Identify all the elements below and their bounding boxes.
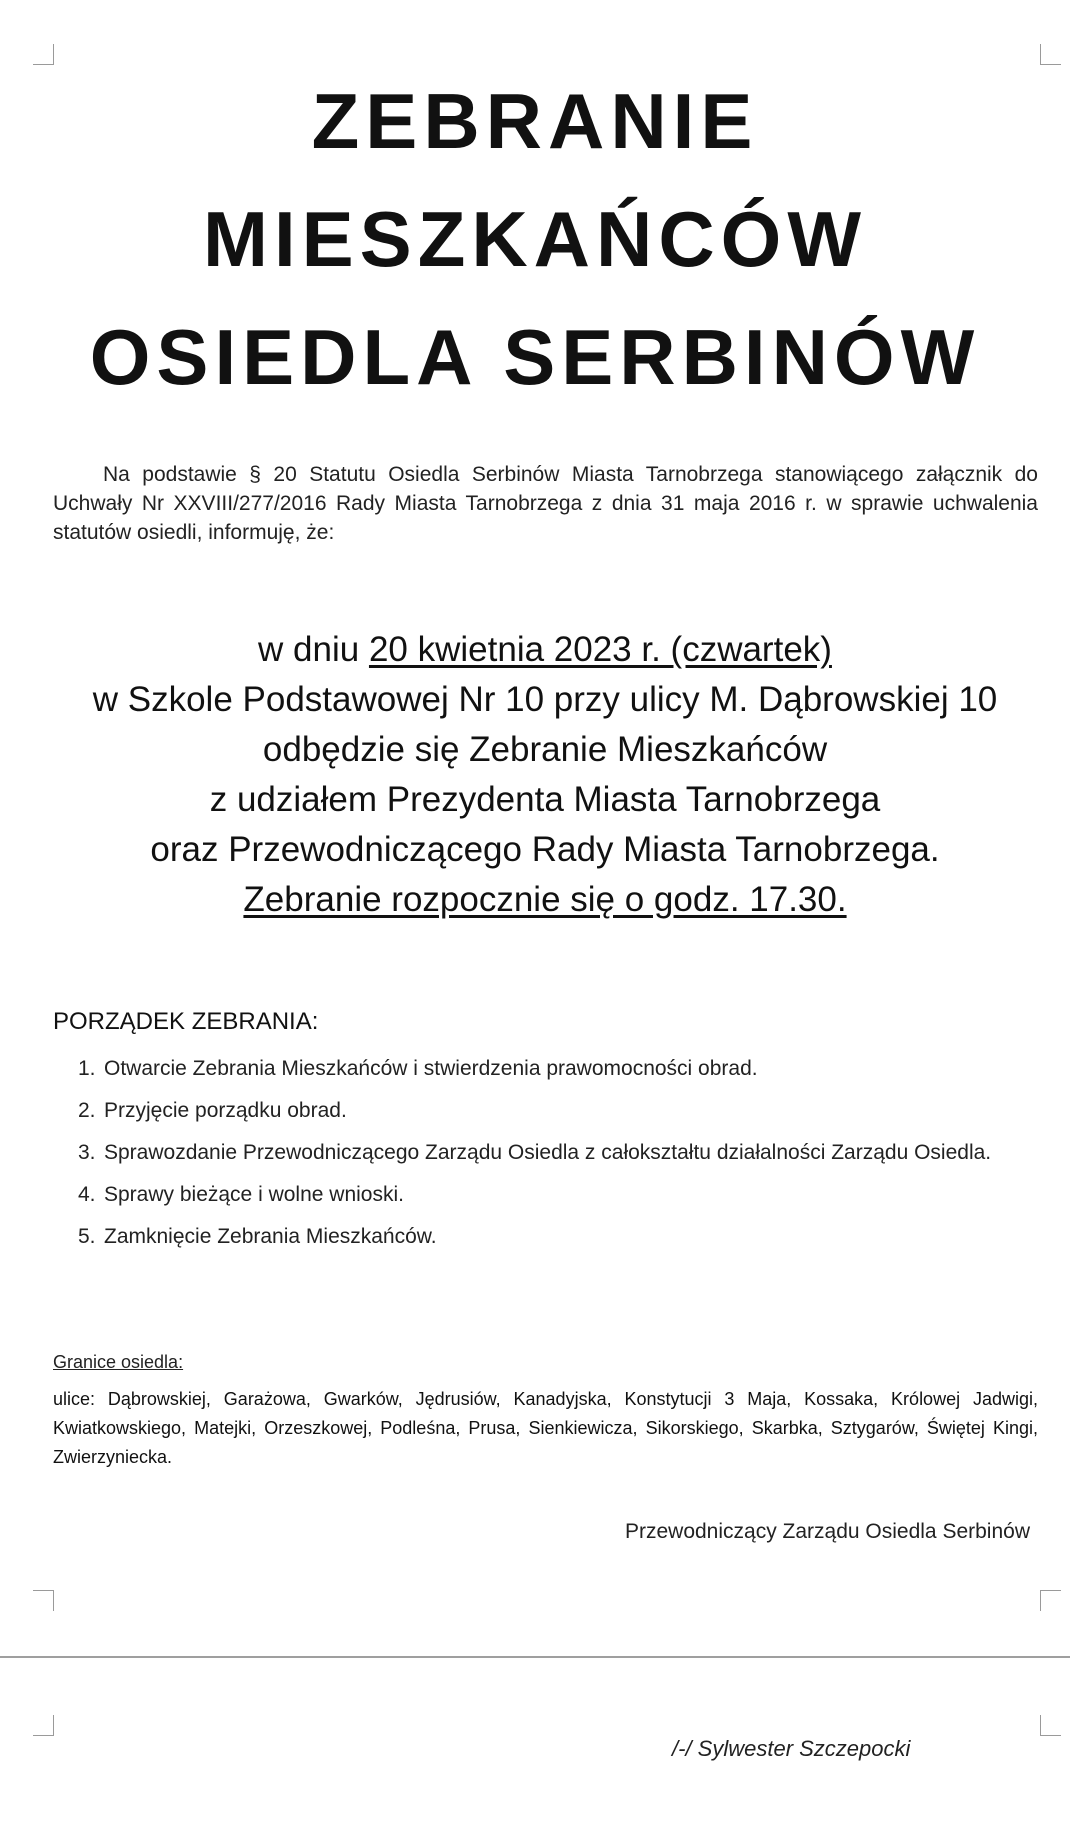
agenda-list	[78, 1054, 1028, 1264]
announcement-guest-2: oraz Przewodniczącego Rady Miasta Tarnobrzega.	[150, 830, 940, 869]
announcement-guest-1: z udziałem Prezydenta Miasta Tarnobrzega	[209, 780, 881, 819]
agenda-item	[78, 1054, 1028, 1083]
title-line-1: ZEBRANIE	[311, 77, 759, 165]
crop-mark-page2-top-right	[1040, 1715, 1061, 1736]
agenda-item-text: Przyjęcie porządku obrad.	[104, 1099, 347, 1122]
agenda-title: PORZĄDEK ZEBRANIA:	[53, 1008, 319, 1035]
boundaries-text: ulice: Dąbrowskiej, Garażowa, Gwarków, Jędrusiów, Kanadyjska, Konstytucji 3 Maja, Kossaka, Królowej Jadwigi, Kwiatkowskiego, Matejki, Orzeszkowej, Podleśna, Prusa, Sienkiewicza, Sikorskiego, Skarbka, Sztygarów, Świętej Kingi, Zwierzyniecka.	[53, 1389, 1038, 1467]
announcement-date: 20 kwietnia 2023 r. (czwartek)	[368, 630, 832, 669]
agenda-item-number: 4.	[78, 1183, 96, 1206]
agenda-item-number: 2.	[78, 1099, 96, 1122]
agenda-item-number: 1.	[78, 1057, 96, 1080]
agenda-item-text: Zamknięcie Zebrania Mieszkańców.	[104, 1225, 437, 1248]
agenda-item-text: Otwarcie Zebrania Mieszkańców i stwierdzenia prawomocności obrad.	[104, 1057, 758, 1080]
crop-mark-page2-top-left	[33, 1715, 54, 1736]
agenda-item	[78, 1096, 1028, 1125]
agenda-item-number: 3.	[78, 1141, 96, 1164]
title-line-2: MIESZKAŃCÓW	[203, 195, 867, 283]
agenda-item	[78, 1138, 1028, 1167]
announcement-date-prefix: w dniu	[258, 630, 369, 669]
agenda-item	[78, 1222, 1028, 1251]
signature-name: /-/ Sylwester Szczepocki	[672, 1736, 911, 1761]
boundaries-title: Granice osiedla:	[53, 1352, 184, 1372]
announcement-event: odbędzie się Zebranie Mieszkańców	[262, 730, 828, 769]
announcement-date-line	[0, 625, 1070, 675]
agenda-item-number: 5.	[78, 1225, 96, 1248]
intro-paragraph: Na podstawie § 20 Statutu Osiedla Serbinów Miasta Tarnobrzega stanowiącego załącznik do Uchwały Nr XXVIII/277/2016 Rady Miasta Tarnobrzega z dnia 31 maja 2016 r. w sprawie uchwalenia statutów osiedli, informuję, że:	[53, 463, 1038, 544]
crop-mark-bottom-left	[33, 1590, 54, 1611]
announcement-time-text: Zebranie rozpocznie się o godz. 17.30.	[243, 880, 847, 919]
crop-mark-bottom-right	[1040, 1590, 1061, 1611]
page-divider	[0, 1656, 1070, 1658]
document-title	[0, 62, 1070, 416]
agenda-item	[78, 1180, 1028, 1209]
announcement	[0, 625, 1070, 925]
title-line-3: OSIEDLA SERBINÓW	[89, 313, 981, 401]
signature-role: Przewodniczący Zarządu Osiedla Serbinów	[624, 1520, 1030, 1543]
agenda-item-text: Sprawy bieżące i wolne wnioski.	[104, 1183, 404, 1206]
announcement-time	[0, 875, 1070, 925]
agenda-item-text: Sprawozdanie Przewodniczącego Zarządu Osiedla z całokształtu działalności Zarządu Osiedla.	[104, 1141, 992, 1164]
announcement-location: w Szkole Podstawowej Nr 10 przy ulicy M. Dąbrowskiej 10	[92, 680, 998, 719]
